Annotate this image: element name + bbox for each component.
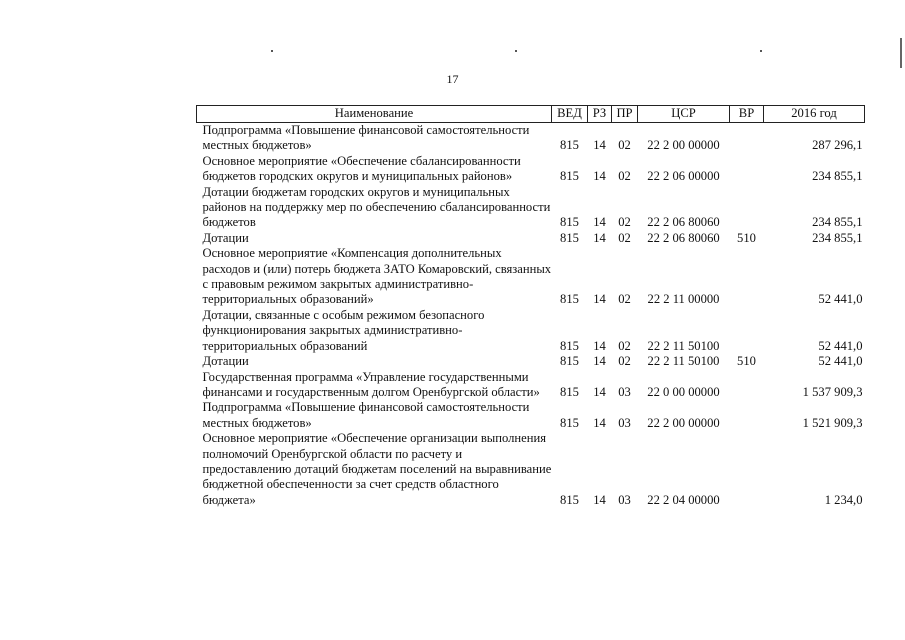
table-row [197,308,865,354]
row-name: Дотации, связанные с особым режимом безопасного функционирования закрытых административно-территориальных образований [202,307,485,353]
row-vr [730,370,764,401]
row-pr: 03 [618,384,631,399]
row-csr: 22 2 11 50100 [647,338,720,353]
row-rz: 14 [593,338,606,353]
row-rz: 14 [593,169,606,184]
row-pr: 03 [618,415,631,430]
row-vr [730,246,764,308]
row-csr: 22 2 00 00000 [647,415,720,430]
row-amount: 52 441,0 [818,354,863,369]
row-rz: 14 [593,384,606,399]
scan-speck [760,50,762,52]
row-pr: 02 [618,354,631,369]
table-row [197,123,865,154]
row-pr: 03 [618,492,631,507]
row-rz: 14 [593,492,606,507]
table-row [197,400,865,431]
row-ved: 815 [560,384,579,399]
header-ved: ВЕД [552,106,588,123]
row-name: Государственная программа «Управление государственными финансами и государственным долгом Оренбургской области» [202,369,540,399]
row-name: Основное мероприятие «Обеспечение организации выполнения полномочий Оренбургской области по расчету и предоставлению дотаций бюджетам поселений на выравнивание бюджетной обеспеченности за счет средств областного бюджета» [202,431,552,507]
row-csr: 22 2 04 00000 [647,492,720,507]
row-vr [730,154,764,185]
table-row [197,185,865,231]
scan-speck [515,50,517,52]
row-csr: 22 2 00 00000 [647,138,720,153]
page-number: 17 [446,72,459,86]
row-rz: 14 [593,230,606,245]
row-rz: 14 [593,354,606,369]
row-vr [730,185,764,231]
row-csr: 22 2 06 80060 [647,215,720,230]
table-row [197,431,865,508]
table-row [197,370,865,401]
header-name: Наименование [197,106,552,123]
row-vr [730,431,764,508]
row-csr: 22 2 11 00000 [647,292,720,307]
row-ved: 815 [560,138,579,153]
table-row [197,354,865,369]
row-vr [730,400,764,431]
row-pr: 02 [618,292,631,307]
row-vr: 510 [737,354,756,369]
scan-speck [271,50,273,52]
row-name: Основное мероприятие «Обеспечение сбалансированности бюджетов городских округов и муниципальных районов» [202,153,521,184]
row-amount: 52 441,0 [818,338,863,353]
row-ved: 815 [560,230,579,245]
row-amount: 234 855,1 [812,230,863,245]
row-rz: 14 [593,415,606,430]
header-rz: РЗ [588,106,612,123]
row-name: Основное мероприятие «Компенсация дополнительных расходов и (или) потерь бюджета ЗАТО Комаровский, связанных с правовым режимом закрытых административно-территориальных образований» [202,246,552,307]
row-ved: 815 [560,338,579,353]
row-ved: 815 [560,169,579,184]
row-name: Дотации бюджетам городских округов и муниципальных районов на поддержку мер по обеспечению сбалансированности бюджетов [202,184,551,230]
row-amount: 234 855,1 [812,169,863,184]
row-rz: 14 [593,138,606,153]
row-pr: 02 [618,215,631,230]
header-pr: ПР [612,106,638,123]
row-name: Дотации [202,354,249,369]
row-pr: 02 [618,230,631,245]
row-rz: 14 [593,292,606,307]
row-pr: 02 [618,338,631,353]
row-ved: 815 [560,215,579,230]
row-name: Дотации [202,230,249,245]
row-ved: 815 [560,354,579,369]
row-rz: 14 [593,215,606,230]
row-csr: 22 0 00 00000 [647,384,720,399]
row-ved: 815 [560,292,579,307]
header-year: 2016 год [764,106,865,123]
header-csr: ЦСР [638,106,730,123]
row-pr: 02 [618,169,631,184]
row-vr [730,308,764,354]
row-amount: 1 537 909,3 [802,384,863,399]
header-vr: ВР [730,106,764,123]
row-csr: 22 2 11 50100 [647,354,720,369]
row-vr: 510 [737,230,756,245]
row-amount: 1 234,0 [824,492,863,507]
row-ved: 815 [560,415,579,430]
table-row [197,246,865,308]
row-amount: 287 296,1 [812,138,863,153]
table-row [197,231,865,246]
row-name: Подпрограмма «Повышение финансовой самостоятельности местных бюджетов» [202,123,530,153]
row-amount: 1 521 909,3 [802,415,863,430]
row-csr: 22 2 06 00000 [647,169,720,184]
budget-table [196,105,865,508]
row-name: Подпрограмма «Повышение финансовой самостоятельности местных бюджетов» [202,400,530,430]
table-body [197,123,865,509]
scan-edge-mark [900,38,902,68]
row-amount: 52 441,0 [818,292,863,307]
table-row [197,154,865,185]
row-pr: 02 [618,138,631,153]
row-amount: 234 855,1 [812,215,863,230]
row-csr: 22 2 06 80060 [647,230,720,245]
table-header-row [197,106,865,123]
row-ved: 815 [560,492,579,507]
row-vr [730,123,764,154]
